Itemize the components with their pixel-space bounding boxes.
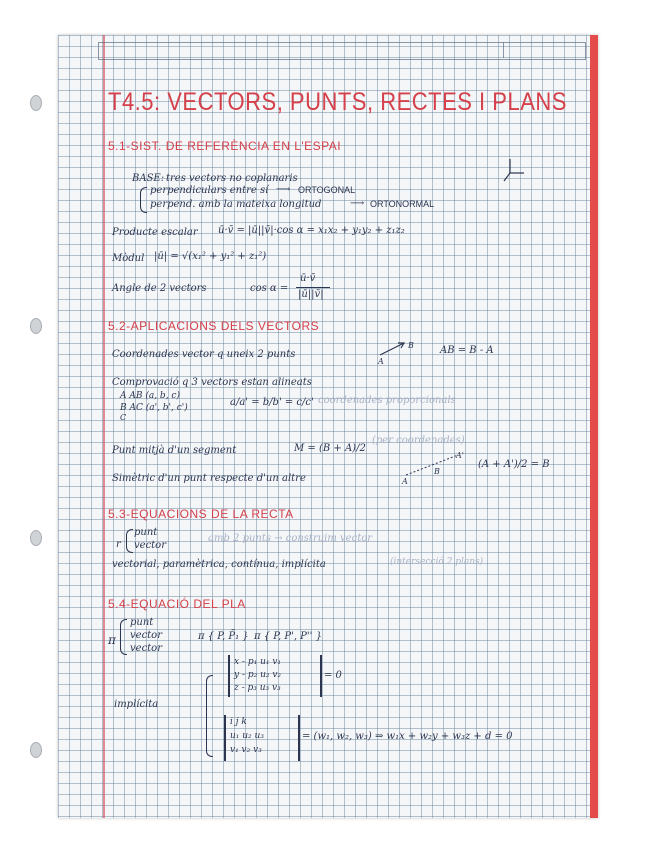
aligned-ratio: a/a' = b/b' = c/c' bbox=[230, 397, 314, 408]
axes-sketch-icon bbox=[504, 159, 524, 181]
symmetric-point-b: B bbox=[434, 467, 440, 476]
pi-alt-2: π { P, P', P'' } bbox=[254, 631, 322, 642]
module-formula: |ū| = √(x₁² + y₁² + z₁²) bbox=[154, 251, 267, 262]
det-row-3: z - p₃ u₃ v₃ bbox=[234, 683, 281, 693]
section-heading-5-3: 5.3-EQUACIONS DE LA RECTA bbox=[108, 507, 294, 521]
angle-formula-numerator: ū·v̄ bbox=[300, 273, 316, 284]
dot-product-formula: ū·v̄ = |ū||v̄|·cos α = x₁x₂ + y₁y₂ + z₁z₂ bbox=[218, 225, 405, 236]
cross-row-2: u₁ u₂ u₃ bbox=[230, 731, 264, 741]
base-item-1: perpendiculars entre sí bbox=[150, 185, 269, 196]
symmetric-label: Simètric d'un punt respecte d'un altre bbox=[112, 473, 306, 484]
coords-label: Coordenades vector q uneix 2 punts bbox=[112, 349, 296, 360]
midpoint-note: (per coordenades) bbox=[372, 435, 465, 446]
midpoint-label: Punt mitjà d'un segment bbox=[112, 445, 237, 456]
symmetric-point-a2: A' bbox=[456, 451, 464, 460]
det-equals-zero: = 0 bbox=[324, 670, 342, 681]
arrow-1-icon: ⟶ bbox=[276, 184, 291, 195]
notebook-page bbox=[58, 35, 598, 818]
r-item-2: vector bbox=[134, 540, 166, 551]
section-heading-5-4: 5.4-EQUACIÓ DEL PLA bbox=[108, 597, 246, 611]
pi-item-3: vector bbox=[130, 643, 162, 654]
cross-result: = (w₁, w₂, w₃) ⇒ w₁x + w₂y + w₃z + d = 0 bbox=[302, 731, 513, 742]
pi-alt-1: π { P, P̄₁ } bbox=[198, 631, 249, 642]
midpoint-formula: M = (B + A)/2 bbox=[294, 443, 366, 454]
angle-formula-denominator: |ū||v̄| bbox=[298, 289, 324, 300]
line-equation-types-note: (intersecció 2 plans) bbox=[390, 557, 484, 567]
aligned-line-2: B AC (a', b', c') bbox=[120, 403, 188, 413]
section-heading-5-2: 5.2-APLICACIONS DELS VECTORS bbox=[108, 319, 320, 333]
r-label: r bbox=[116, 539, 121, 550]
cross-row-1: i j k bbox=[230, 717, 247, 727]
binder-hole-4 bbox=[30, 742, 42, 758]
vector-ab-sketch-icon bbox=[380, 343, 404, 355]
symmetric-sketch-icon bbox=[406, 455, 458, 475]
angle-label: Angle de 2 vectors bbox=[112, 283, 207, 294]
aligned-point-c: C bbox=[120, 413, 127, 422]
r-item-1: punt bbox=[134, 527, 158, 538]
base-item-2-result: ORTONORMAL bbox=[370, 199, 435, 209]
base-label: BASE: bbox=[132, 173, 165, 184]
coords-point-a: A bbox=[378, 357, 384, 366]
pi-item-2: vector bbox=[130, 630, 162, 641]
pi-item-1: punt bbox=[130, 617, 154, 628]
symmetric-point-a: A bbox=[402, 477, 408, 486]
page-title: T4.5: VECTORS, PUNTS, RECTES I PLANS bbox=[108, 87, 567, 116]
angle-formula-lhs: cos α = bbox=[250, 283, 289, 294]
symmetric-formula: (A + A')/2 = B bbox=[478, 459, 550, 470]
section-heading-5-1: 5.1-SIST. DE REFERÈNCIA EN L'ESPAI bbox=[108, 139, 342, 153]
implicit-label: implícita bbox=[114, 699, 159, 710]
det-row-1: x - p₁ u₁ v₁ bbox=[234, 657, 282, 667]
base-item-2: perpend. amb la mateixa longitud bbox=[150, 199, 322, 210]
binder-hole-1 bbox=[30, 95, 42, 111]
sketch-layer bbox=[58, 35, 598, 818]
cross-row-3: v₁ v₂ v₃ bbox=[230, 745, 262, 755]
base-text: tres vectors no coplanaris bbox=[166, 173, 298, 184]
module-label: Mòdul bbox=[112, 253, 145, 264]
binder-hole-2 bbox=[30, 318, 42, 334]
binder-hole-3 bbox=[30, 530, 42, 546]
line-equation-types: vectorial, paramètrica, contínua, implícita bbox=[112, 559, 326, 570]
pi-label: π bbox=[108, 633, 116, 647]
base-item-1-result: ORTOGONAL bbox=[298, 185, 356, 195]
det-row-2: y - p₂ u₂ v₂ bbox=[234, 670, 282, 680]
aligned-label: Comprovació q 3 vectors estan alineats bbox=[112, 377, 312, 388]
aligned-note: coordenades proporcionals bbox=[318, 395, 456, 406]
aligned-line-1: A AB (a, b, c) bbox=[120, 391, 180, 401]
coords-formula: AB = B - A bbox=[440, 345, 494, 356]
coords-point-b: B bbox=[408, 341, 414, 350]
dot-product-label: Producte escalar bbox=[112, 227, 198, 238]
r-note: amb 2 punts → construim vector bbox=[208, 533, 373, 544]
arrow-2-icon: ⟶ bbox=[350, 198, 365, 209]
